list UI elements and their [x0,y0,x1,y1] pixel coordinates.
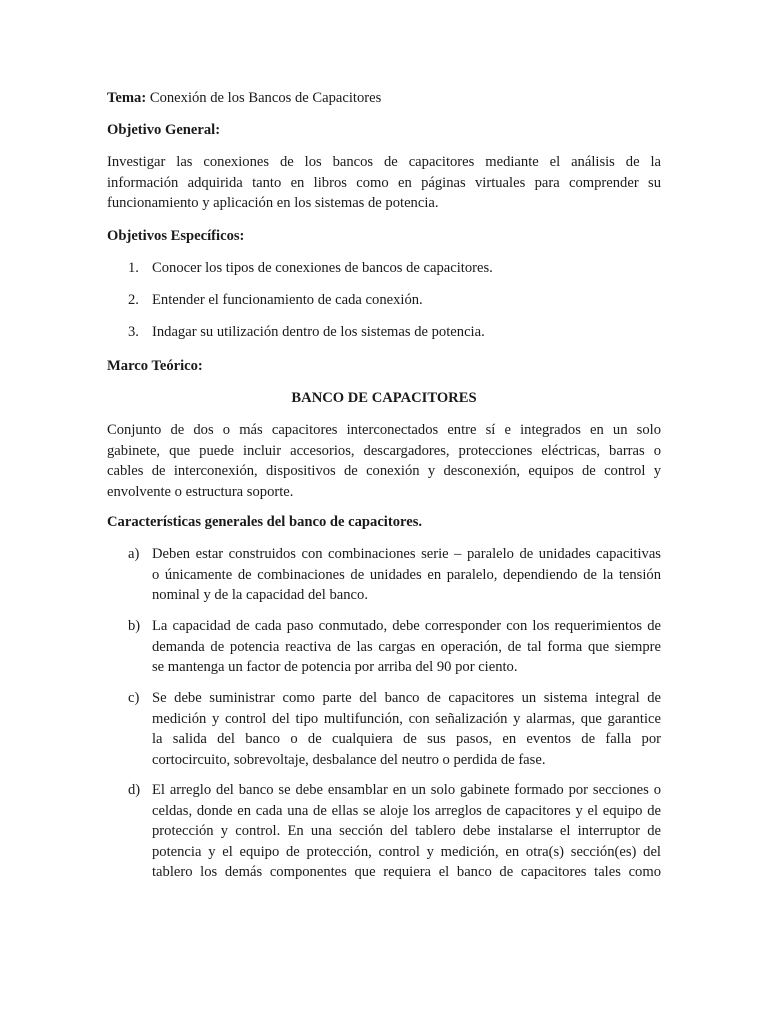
topic-label: Tema: [107,90,147,106]
list-item-number: 1. [128,260,139,276]
general-objective-heading: Objetivo General: [107,122,221,138]
item-line: Se debe suministrar como parte del banco de capacitores un sistema integral de [152,690,661,706]
definition-line: gabinete, que puede incluir accesorios, descargadores, protecciones eléctricas, barras o [107,442,661,459]
item-marker: c) [128,690,140,706]
item-marker: b) [128,618,141,634]
item-body [152,780,661,883]
item-line: protección y control. En una sección del tablero debe instalarse el interruptor de [152,823,661,839]
list-item-text: Conocer los tipos de conexiones de bancos de capacitores. [152,260,493,276]
item-line: medición y control del tipo multifunción, con señalización y alarmas, que garantice [152,710,661,727]
item-marker: d) [128,782,141,798]
item-line: celdas, donde en cada una de ellas se aloje los arreglos de capacitores y el equipo de [152,802,661,819]
item-line: o únicamente de combinaciones de unidades en paralelo, dependiendo de la tensión [152,566,661,583]
item-marker: a) [128,546,140,562]
definition-line: cables de interconexión, dispositivos de conexión y desconexión, equipos de control y [107,463,661,479]
item-line: nominal y de la capacidad del banco. [152,587,368,603]
list-item-text: Indagar su utilización dentro de los sistemas de potencia. [152,324,485,340]
general-objective-line: información adquirida tanto en libros como en páginas virtuales para comprender su [107,174,661,191]
list-item-number: 3. [128,324,139,340]
definition-line: envolvente o estructura soporte. [107,483,294,500]
theoretical-framework-heading: Marco Teórico: [107,358,203,374]
general-objective-line: funcionamiento y aplicación en los sistemas de potencia. [107,195,439,211]
item-body [152,544,661,606]
item-line: la salida del banco o de cualquiera de sus pasos, en eventos de falla por [152,731,661,747]
item-line: se mantenga un factor de potencia por arriba del 90 por ciento. [152,659,518,675]
definition-paragraph [107,420,661,502]
item-line: demanda de potencia reactiva de las cargas en operación, de tal forma que siempre [152,638,661,655]
item-body [152,688,661,770]
section-title: BANCO DE CAPACITORES [291,390,477,406]
item-body [152,616,661,678]
topic-value: Conexión de los Bancos de Capacitores [149,90,382,106]
characteristics-heading: Características generales del banco de capacitores. [107,514,423,530]
item-line: La capacidad de cada paso conmutado, debe corresponder con los requerimientos de [152,618,661,634]
general-objective-line: Investigar las conexiones de los bancos de capacitores mediante el análisis de la [107,154,661,170]
item-line: potencia y el equipo de protección, control y medición, en otra(s) sección(es) del [152,843,661,860]
topic-line [107,88,381,109]
item-line: El arreglo del banco se debe ensamblar en un solo gabinete formado por secciones o [152,782,661,798]
item-line: tablero los demás componentes que requiera el banco de capacitores tales como [152,864,661,880]
list-item-text: Entender el funcionamiento de cada conexión. [152,292,423,308]
general-objective-paragraph [107,152,661,214]
item-line: cortocircuito, sobrevoltaje, desbalance del neutro o perdida de fase. [152,751,546,768]
list-item-number: 2. [128,292,139,308]
specific-objectives-heading: Objetivos Específicos: [107,228,245,244]
definition-line: Conjunto de dos o más capacitores interconectados entre sí e integrados en un solo [107,422,661,438]
item-line: Deben estar construidos con combinaciones serie – paralelo de unidades capacitivas [152,546,661,562]
